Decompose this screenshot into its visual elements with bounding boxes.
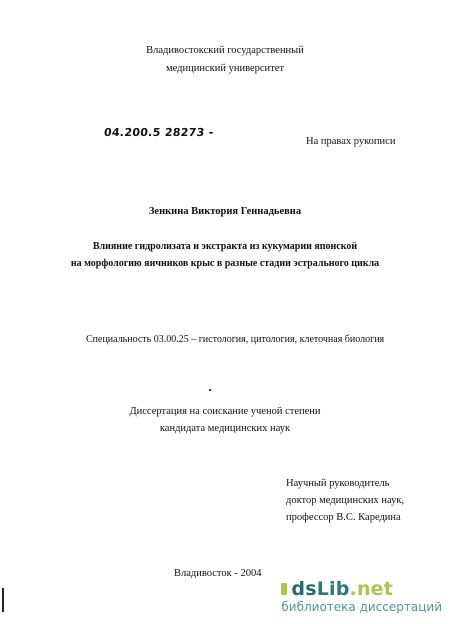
watermark-logo: [281, 578, 442, 600]
watermark: [281, 578, 442, 614]
institution-line-1: Владивостокский государственный: [146, 45, 304, 56]
watermark-brand-prefix: ds: [291, 578, 317, 600]
watermark-brand-suffix: .net: [349, 578, 394, 600]
dissertation-line-1: Диссертация на соискание ученой степени: [129, 406, 321, 417]
scan-speck: [209, 389, 211, 391]
scan-edge-mark: [2, 588, 4, 612]
city-year: Владивосток - 2004: [174, 568, 262, 579]
dissertation-line-2: кандидата медицинских наук: [159, 423, 291, 434]
institution-line-2: медицинский университет: [165, 63, 285, 74]
title-line-2: на морфологию яичников крыс в разные стадии эстрального цикла: [70, 258, 380, 269]
author-name: Зенкина Виктория Геннадьевна: [148, 206, 302, 217]
title-line-1: Влияние гидролизата и экстракта из кукумарии японской: [92, 241, 358, 252]
manuscript-note: На правах рукописи: [306, 136, 396, 147]
watermark-mark-icon: [281, 583, 287, 595]
watermark-brand-sep: Lib: [316, 578, 350, 600]
specialty: Специальность 03.00.25 – гистология, цитология, клеточная биология: [86, 334, 385, 345]
registration-stamp-number: 04.200.5 28273 -: [103, 126, 215, 139]
watermark-subtitle: библиотека диссертаций: [281, 600, 442, 614]
supervisor-line-1: Научный руководитель: [286, 478, 390, 489]
supervisor-line-2: доктор медицинских наук,: [286, 495, 405, 506]
supervisor-line-3: профессор В.С. Каредина: [286, 512, 401, 523]
